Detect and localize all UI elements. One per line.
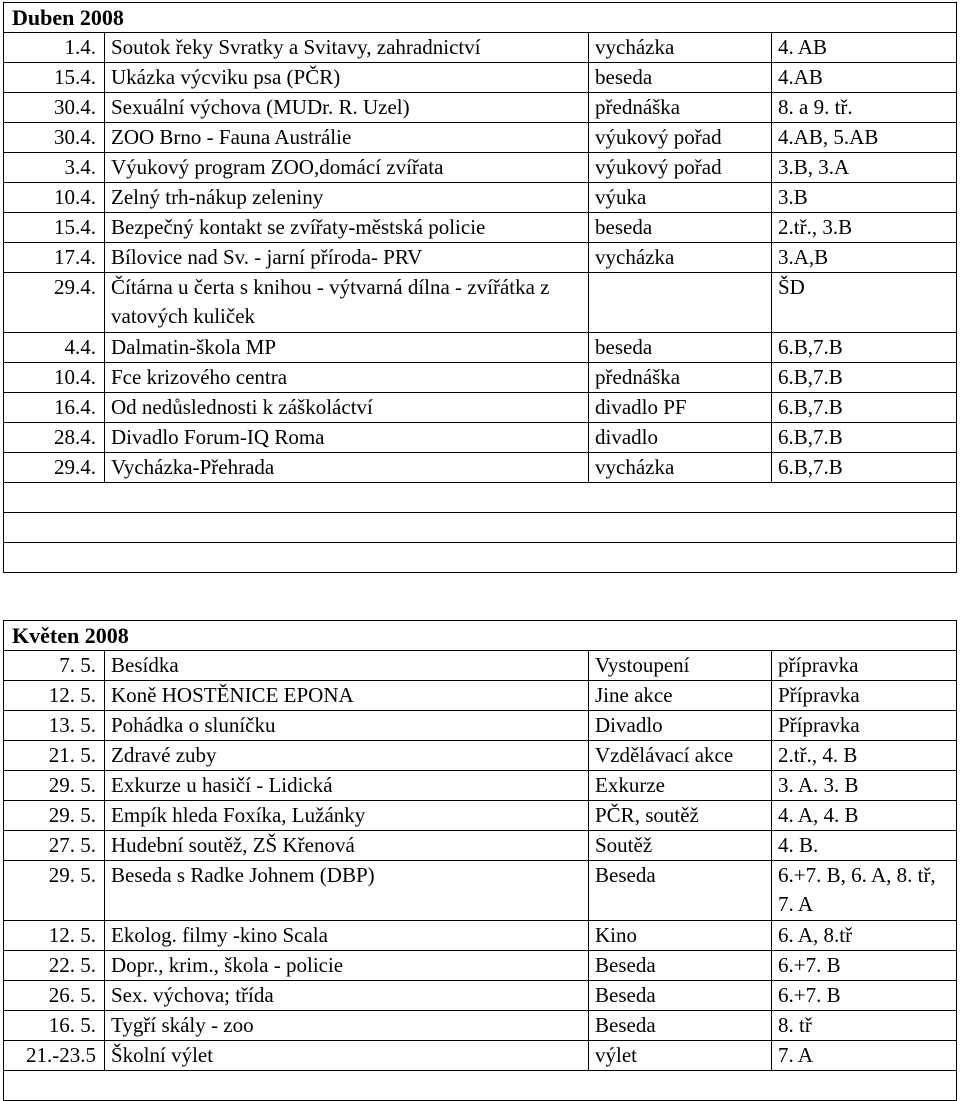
april-schedule-table — [3, 2, 957, 573]
table-row — [4, 183, 957, 213]
event-class: 4. AB — [772, 33, 957, 63]
table-row — [4, 393, 957, 423]
month-heading: Květen 2008 — [4, 621, 957, 651]
event-type: divadlo PF — [589, 393, 772, 423]
event-type: výukový pořad — [589, 153, 772, 183]
event-type: vycházka — [589, 243, 772, 273]
event-class: 6. A, 8.tř — [772, 921, 957, 951]
event-class: 3.B — [772, 183, 957, 213]
event-type: Beseda — [589, 1011, 772, 1041]
event-date: 3.4. — [4, 153, 105, 183]
empty-row — [4, 543, 957, 573]
event-class: 4.AB — [772, 63, 957, 93]
event-date: 16.4. — [4, 393, 105, 423]
event-type: Kino — [589, 921, 772, 951]
event-title: Výukový program ZOO,domácí zvířata — [105, 153, 589, 183]
event-class: 6.B,7.B — [772, 453, 957, 483]
event-date: 1.4. — [4, 33, 105, 63]
event-type: beseda — [589, 213, 772, 243]
event-date: 29. 5. — [4, 801, 105, 831]
event-type: Beseda — [589, 951, 772, 981]
event-date: 29.4. — [4, 453, 105, 483]
event-date: 21. 5. — [4, 741, 105, 771]
table-row — [4, 63, 957, 93]
event-class: 4. A, 4. B — [772, 801, 957, 831]
table-row — [4, 981, 957, 1011]
table-row — [4, 801, 957, 831]
event-date: 10.4. — [4, 183, 105, 213]
table-row — [4, 363, 957, 393]
empty-row — [4, 483, 957, 513]
event-type: Beseda — [589, 981, 772, 1011]
event-type: přednáška — [589, 363, 772, 393]
event-class: 8. a 9. tř. — [772, 93, 957, 123]
empty-cell — [4, 513, 957, 543]
empty-row — [4, 513, 957, 543]
table-row — [4, 213, 957, 243]
table-header-row — [4, 3, 957, 33]
event-class: 4.AB, 5.AB — [772, 123, 957, 153]
table-row — [4, 951, 957, 981]
table-row — [4, 651, 957, 681]
event-type: výlet — [589, 1041, 772, 1071]
event-class: 8. tř — [772, 1011, 957, 1041]
event-title: Čítárna u čerta s knihou - výtvarná dílna - zvířátka z vatových kuliček — [105, 273, 589, 333]
event-type: PČR, soutěž — [589, 801, 772, 831]
event-date: 27. 5. — [4, 831, 105, 861]
event-class: 6.+7. B, 6. A, 8. tř, 7. A — [772, 861, 957, 921]
event-type: beseda — [589, 63, 772, 93]
event-title: Dalmatin-škola MP — [105, 333, 589, 363]
event-title: ZOO Brno - Fauna Austrálie — [105, 123, 589, 153]
event-type: Vystoupení — [589, 651, 772, 681]
event-date: 28.4. — [4, 423, 105, 453]
month-heading: Duben 2008 — [4, 3, 957, 33]
event-title: Vycházka-Přehrada — [105, 453, 589, 483]
table-row — [4, 831, 957, 861]
event-type: Vzdělávací akce — [589, 741, 772, 771]
event-title: Zelný trh-nákup zeleniny — [105, 183, 589, 213]
event-title: Od nedůslednosti k záškoláctví — [105, 393, 589, 423]
event-date: 30.4. — [4, 93, 105, 123]
table-row — [4, 1041, 957, 1071]
table-row — [4, 921, 957, 951]
event-class: 7. A — [772, 1041, 957, 1071]
event-type: Divadlo — [589, 711, 772, 741]
event-title: Pohádka o sluníčku — [105, 711, 589, 741]
event-type: divadlo — [589, 423, 772, 453]
event-date: 26. 5. — [4, 981, 105, 1011]
event-class: 6.B,7.B — [772, 333, 957, 363]
table-row — [4, 93, 957, 123]
event-title: Sexuální výchova (MUDr. R. Uzel) — [105, 93, 589, 123]
empty-cell — [4, 483, 957, 513]
table-row — [4, 423, 957, 453]
may-schedule-table — [3, 620, 957, 1101]
table-row — [4, 33, 957, 63]
event-class: 6.B,7.B — [772, 363, 957, 393]
event-title: Exkurze u hasičí - Lidická — [105, 771, 589, 801]
event-title: Ukázka výcviku psa (PČR) — [105, 63, 589, 93]
event-date: 12. 5. — [4, 681, 105, 711]
empty-row — [4, 1071, 957, 1101]
event-title: Sex. výchova; třída — [105, 981, 589, 1011]
event-type — [589, 273, 772, 333]
event-title: Hudební soutěž, ZŠ Křenová — [105, 831, 589, 861]
table-row — [4, 123, 957, 153]
event-class: 6.B,7.B — [772, 423, 957, 453]
table-row — [4, 771, 957, 801]
event-class: 3. A. 3. B — [772, 771, 957, 801]
table-row — [4, 861, 957, 921]
event-title: Tygří skály - zoo — [105, 1011, 589, 1041]
event-title: Ekolog. filmy -kino Scala — [105, 921, 589, 951]
table-row — [4, 153, 957, 183]
event-date: 4.4. — [4, 333, 105, 363]
event-date: 7. 5. — [4, 651, 105, 681]
event-type: Exkurze — [589, 771, 772, 801]
table-row — [4, 711, 957, 741]
event-date: 10.4. — [4, 363, 105, 393]
event-title: Divadlo Forum-IQ Roma — [105, 423, 589, 453]
event-title: Bezpečný kontakt se zvířaty-městská policie — [105, 213, 589, 243]
table-row — [4, 681, 957, 711]
event-type: přednáška — [589, 93, 772, 123]
event-date: 21.-23.5 — [4, 1041, 105, 1071]
table-row — [4, 741, 957, 771]
table-row — [4, 273, 957, 333]
event-type: výuka — [589, 183, 772, 213]
event-title: Beseda s Radke Johnem (DBP) — [105, 861, 589, 921]
empty-cell — [4, 1071, 957, 1101]
event-date: 13. 5. — [4, 711, 105, 741]
event-date: 15.4. — [4, 63, 105, 93]
event-date: 29. 5. — [4, 861, 105, 921]
event-class: 4. B. — [772, 831, 957, 861]
table-row — [4, 243, 957, 273]
event-date: 29. 5. — [4, 771, 105, 801]
event-type: výukový pořad — [589, 123, 772, 153]
event-class: 6.B,7.B — [772, 393, 957, 423]
event-class: 2.tř., 4. B — [772, 741, 957, 771]
event-class: Přípravka — [772, 711, 957, 741]
event-class: 3.B, 3.A — [772, 153, 957, 183]
table-row — [4, 1011, 957, 1041]
event-class: Přípravka — [772, 681, 957, 711]
event-type: beseda — [589, 333, 772, 363]
empty-cell — [4, 543, 957, 573]
event-class: 6.+7. B — [772, 981, 957, 1011]
event-title: Koně HOSTĚNICE EPONA — [105, 681, 589, 711]
event-title: Besídka — [105, 651, 589, 681]
event-date: 16. 5. — [4, 1011, 105, 1041]
event-title: Zdravé zuby — [105, 741, 589, 771]
event-date: 17.4. — [4, 243, 105, 273]
event-type: Beseda — [589, 861, 772, 921]
event-date: 15.4. — [4, 213, 105, 243]
event-title: Empík hleda Foxíka, Lužánky — [105, 801, 589, 831]
table-row — [4, 453, 957, 483]
event-date: 12. 5. — [4, 921, 105, 951]
event-date: 29.4. — [4, 273, 105, 333]
event-type: Jine akce — [589, 681, 772, 711]
event-class: 6.+7. B — [772, 951, 957, 981]
event-class: 2.tř., 3.B — [772, 213, 957, 243]
event-title: Dopr., krim., škola - policie — [105, 951, 589, 981]
event-title: Fce krizového centra — [105, 363, 589, 393]
event-title: Školní výlet — [105, 1041, 589, 1071]
table-row — [4, 333, 957, 363]
event-class: 3.A,B — [772, 243, 957, 273]
event-type: vycházka — [589, 33, 772, 63]
event-date: 30.4. — [4, 123, 105, 153]
event-date: 22. 5. — [4, 951, 105, 981]
table-header-row — [4, 621, 957, 651]
event-type: Soutěž — [589, 831, 772, 861]
event-title: Bílovice nad Sv. - jarní příroda- PRV — [105, 243, 589, 273]
event-class: přípravka — [772, 651, 957, 681]
event-type: vycházka — [589, 453, 772, 483]
event-class: ŠD — [772, 273, 957, 333]
event-title: Soutok řeky Svratky a Svitavy, zahradnictví — [105, 33, 589, 63]
